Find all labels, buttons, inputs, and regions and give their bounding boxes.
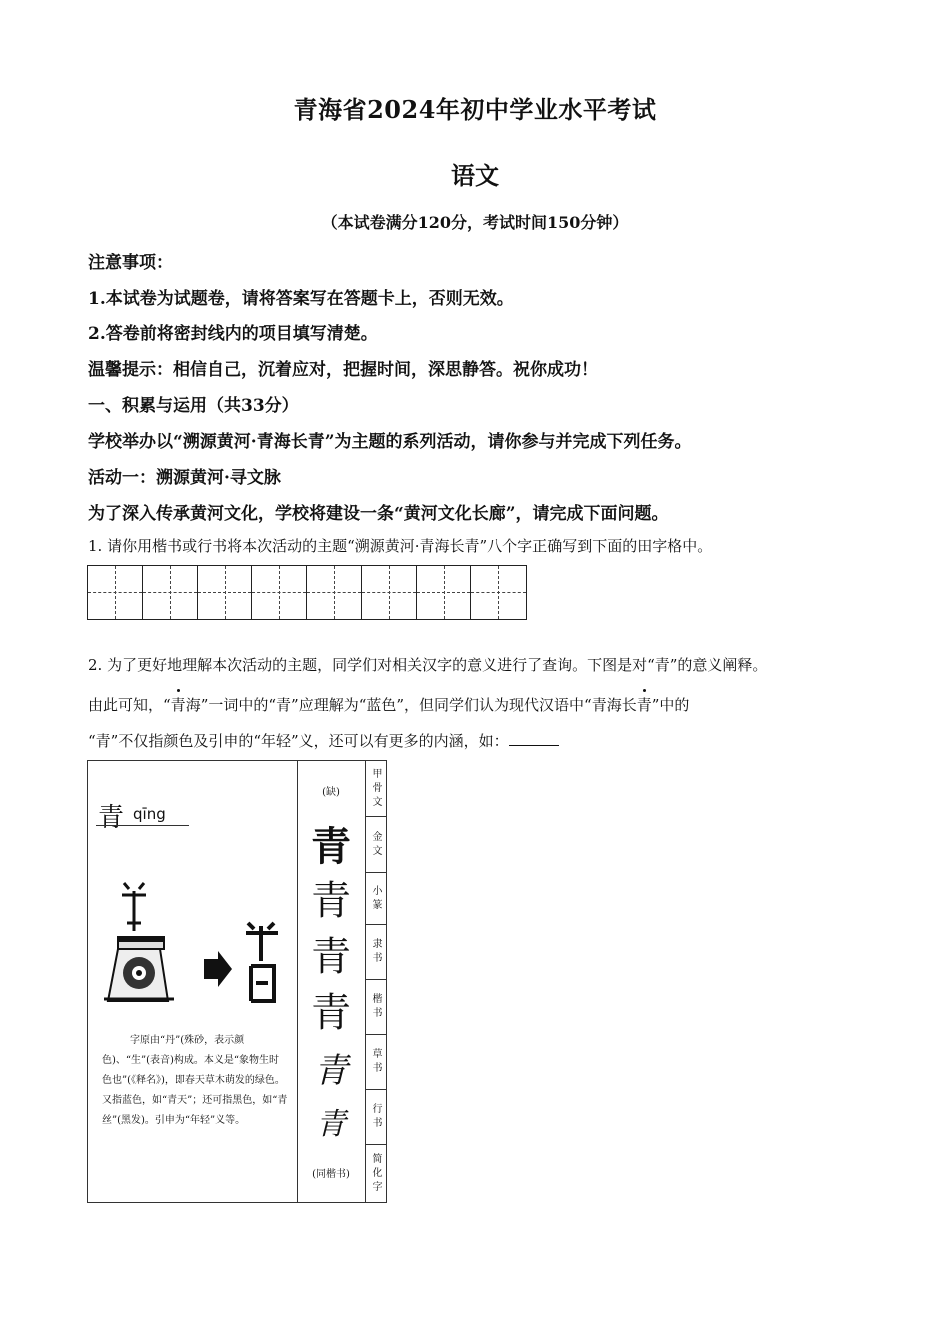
q2-text-a: 由此可知，“ xyxy=(88,696,171,714)
label-jiaguwen: 甲骨文 xyxy=(365,761,386,817)
dictionary-figure xyxy=(87,760,387,1203)
grid-cell[interactable] xyxy=(362,566,417,619)
q2-text-line3: “青”不仅指颜色及引申的“年轻”义，还可以有更多的内涵，如： xyxy=(88,732,509,750)
glyph-xiaozhuan: 青 xyxy=(311,878,351,924)
dotted-char: 青 xyxy=(636,696,652,714)
sheng-glyph-icon xyxy=(122,883,146,931)
q2-text-c: ”中的 xyxy=(651,696,690,714)
question-2-line-3 xyxy=(88,730,559,751)
missing-note: (缺) xyxy=(322,787,340,798)
label-jinwen: 金文 xyxy=(365,817,386,873)
figure-explanation-panel xyxy=(88,761,298,1202)
label-caoshu: 草书 xyxy=(365,1035,386,1090)
glyph-origin-illustration xyxy=(96,871,291,1011)
figure-explanation: 字原由“丹”(殊砂，表示颜色)、“生”(表音)构成。本义是“象物生时色也”(《释名》)，即春天草木萌发的绿色。又指蓝色，如“青天”；还可指黑色，如“青丝”(黑发)。引申为“年轻”义等。 xyxy=(102,1035,288,1126)
notice-item-1: 1.本试卷为试题卷，请将答案写在答题卡上，否则无效。 xyxy=(88,289,514,309)
dan-well-icon xyxy=(104,937,174,1001)
glyph-xingshu: 青 xyxy=(316,1107,346,1142)
question-2-line-2 xyxy=(88,694,689,715)
notice-heading: 注意事项： xyxy=(88,253,173,273)
exam-note: （本试卷满分120分，考试时间150分钟） xyxy=(321,213,629,232)
glyph-caoshu: 青 xyxy=(314,1051,348,1091)
grid-cell[interactable] xyxy=(88,566,143,619)
headword-underline xyxy=(96,825,189,826)
glyph-evolution-column xyxy=(297,761,366,1202)
q2-text-b: 海”一词中的“青”应理解为“蓝色”，但同学们认为现代汉语中“青海长 xyxy=(185,696,637,714)
grid-cell[interactable] xyxy=(143,566,198,619)
label-lishu: 隶书 xyxy=(365,925,386,980)
headword: 青 xyxy=(98,803,125,833)
grid-cell[interactable] xyxy=(417,566,472,619)
same-note: (同楷书) xyxy=(312,1169,350,1180)
pinyin: qīng xyxy=(133,805,166,823)
activity-desc: 为了深入传承黄河文化，学校将建设一条“黄河文化长廊”，请完成下面问题。 xyxy=(88,504,669,524)
bronze-qing-glyph-icon xyxy=(246,923,278,1001)
exam-title: 青海省2024年初中学业水平考试 xyxy=(293,95,657,124)
grid-cell[interactable] xyxy=(198,566,253,619)
section-heading: 一、积累与运用（共33分） xyxy=(88,396,299,416)
grid-cell[interactable] xyxy=(471,566,526,619)
notice-tip: 温馨提示：相信自己，沉着应对，把握时间，深思静答。祝你成功！ xyxy=(88,360,598,380)
answer-blank[interactable] xyxy=(509,731,559,746)
notice-item-2: 2.答卷前将密封线内的项目填写清楚。 xyxy=(88,324,378,344)
label-kaishu: 楷书 xyxy=(365,980,386,1035)
exam-subject: 语文 xyxy=(451,161,499,190)
label-jianhuazi: 简化字 xyxy=(370,1152,381,1195)
arrow-right-icon xyxy=(204,951,232,987)
question-2-line-1: 2. 为了更好地理解本次活动的主题，同学们对相关汉字的意义进行了查询。下图是对“青”的意义阐释。 xyxy=(88,656,768,674)
dotted-char: 青 xyxy=(170,696,186,714)
label-xingshu: 行书 xyxy=(365,1090,386,1145)
glyph-lishu: 青 xyxy=(311,934,351,980)
grid-cell[interactable] xyxy=(307,566,362,619)
glyph-kaishu: 青 xyxy=(311,990,351,1036)
tianzi-grid[interactable] xyxy=(87,565,527,620)
glyph-jinwen: 青 xyxy=(311,823,351,870)
activity-heading: 活动一：溯源黄河·寻文脉 xyxy=(88,468,281,488)
section-intro: 学校举办以“溯源黄河·青海长青”为主题的系列活动，请你参与并完成下列任务。 xyxy=(88,432,692,452)
label-xiaozhuan: 小篆 xyxy=(365,873,386,925)
grid-cell[interactable] xyxy=(252,566,307,619)
question-1: 1. 请你用楷书或行书将本次活动的主题“溯源黄河·青海长青”八个字正确写到下面的田字格中。 xyxy=(88,537,713,555)
script-labels-column xyxy=(365,761,386,1202)
